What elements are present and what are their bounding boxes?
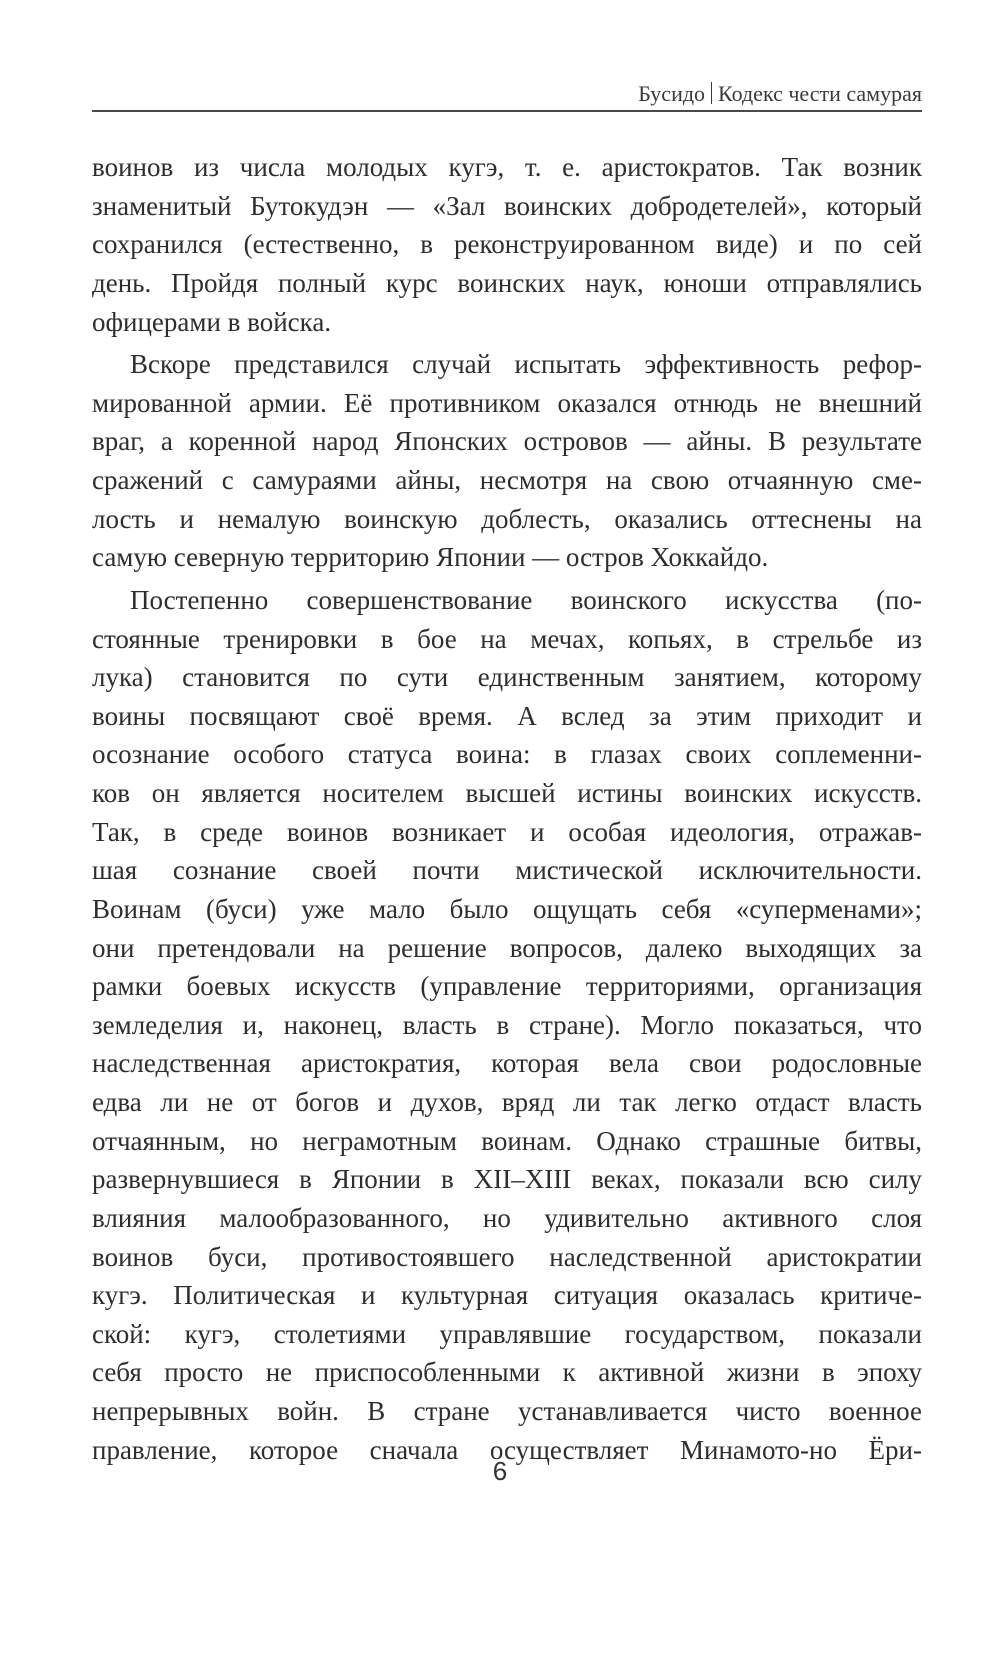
text-line: отчаянным, но неграмотным воинам. Однако страшные битвы,: [92, 1125, 922, 1156]
running-header: [92, 80, 922, 108]
text-line: сражений с самураями айны, несмотря на свою отчаянную сме-: [92, 465, 922, 495]
text-line: воинов из числа молодых кугэ, т. е. аристократов. Так возник: [92, 152, 922, 182]
header-separator: [711, 82, 712, 104]
text-line: ской: кугэ, столетиями управлявшие государством, показали: [92, 1318, 922, 1349]
text-line: день. Пройдя полный курс воинских наук, юноши отправлялись: [92, 267, 922, 298]
text-line: лость и немалую воинскую доблесть, оказались оттеснены на: [92, 503, 922, 534]
text-line: развернувшиеся в Японии в XII–XIII веках, показали всю силу: [92, 1164, 922, 1195]
text-line: непрерывных войн. В стране устанавливается чисто военное: [92, 1396, 922, 1426]
text-line: офицерами в войска.: [92, 306, 332, 337]
book-title: Бусидо: [638, 81, 706, 106]
chapter-title: Кодекс чести самурая: [718, 81, 922, 106]
text-line: правление, которое сначала осуществляет Минамото-но Ёри-: [92, 1434, 922, 1465]
text-line: едва ли не от богов и духов, вряд ли так легко отдаст власть: [92, 1087, 922, 1117]
text-line: земледелия и, наконец, власть в стране). Могло показаться, что: [92, 1009, 922, 1040]
text-line: себя просто не приспособленными к активной жизни в эпоху: [92, 1357, 922, 1388]
text-line: они претендовали на решение вопросов, далеко выходящих за: [92, 932, 922, 963]
body-text: [92, 148, 922, 1469]
text-line: воинов буси, противостоявшего наследственной аристократии: [92, 1241, 922, 1272]
page-number: 6: [492, 1456, 508, 1486]
text-line: рамки боевых искусств (управление территориями, организация: [92, 971, 922, 1002]
text-line: лука) становится по сути единственным занятием, которому: [92, 662, 922, 693]
text-line: шая сознание своей почти мистической исключительности.: [92, 855, 922, 886]
text-line: мированной армии. Её противником оказался отнюдь не внешний: [92, 387, 922, 418]
text-line: осознание особого статуса воина: в глазах своих соплеменни-: [92, 739, 922, 770]
text-line: Воинам (буси) уже мало было ощущать себя «суперменами»;: [92, 893, 922, 924]
text-line: воины посвящают своё время. А вслед за этим приходит и: [92, 700, 922, 731]
text-line: влияния малообразованного, но удивительно активного слоя: [92, 1202, 922, 1233]
text-line: Постепенно совершенствование воинского искусства (по-: [130, 584, 922, 615]
text-line: Так, в среде воинов возникает и особая идеология, отражав-: [92, 816, 922, 847]
text-line: враг, а коренной народ Японских островов — айны. В результате: [92, 426, 922, 457]
text-line: самую северную территорию Японии — остров Хоккайдо.: [92, 542, 769, 573]
text-line: Вскоре представился случай испытать эффективность рефор-: [130, 349, 922, 380]
text-line: наследственная аристократия, которая вела свои родословные: [92, 1048, 922, 1079]
header-rule: [92, 110, 922, 112]
text-line: кугэ. Политическая и культурная ситуация оказалась критиче-: [92, 1280, 922, 1311]
text-line: стоянные тренировки в бое на мечах, копьях, в стрельбе из: [92, 623, 922, 654]
text-line: ков он является носителем высшей истины воинских искусств.: [92, 778, 922, 808]
text-line: сохранился (естественно, в реконструированном виде) и по сей: [92, 229, 922, 260]
text-line: знаменитый Бутокудэн — «Зал воинских добродетелей», который: [92, 190, 922, 221]
